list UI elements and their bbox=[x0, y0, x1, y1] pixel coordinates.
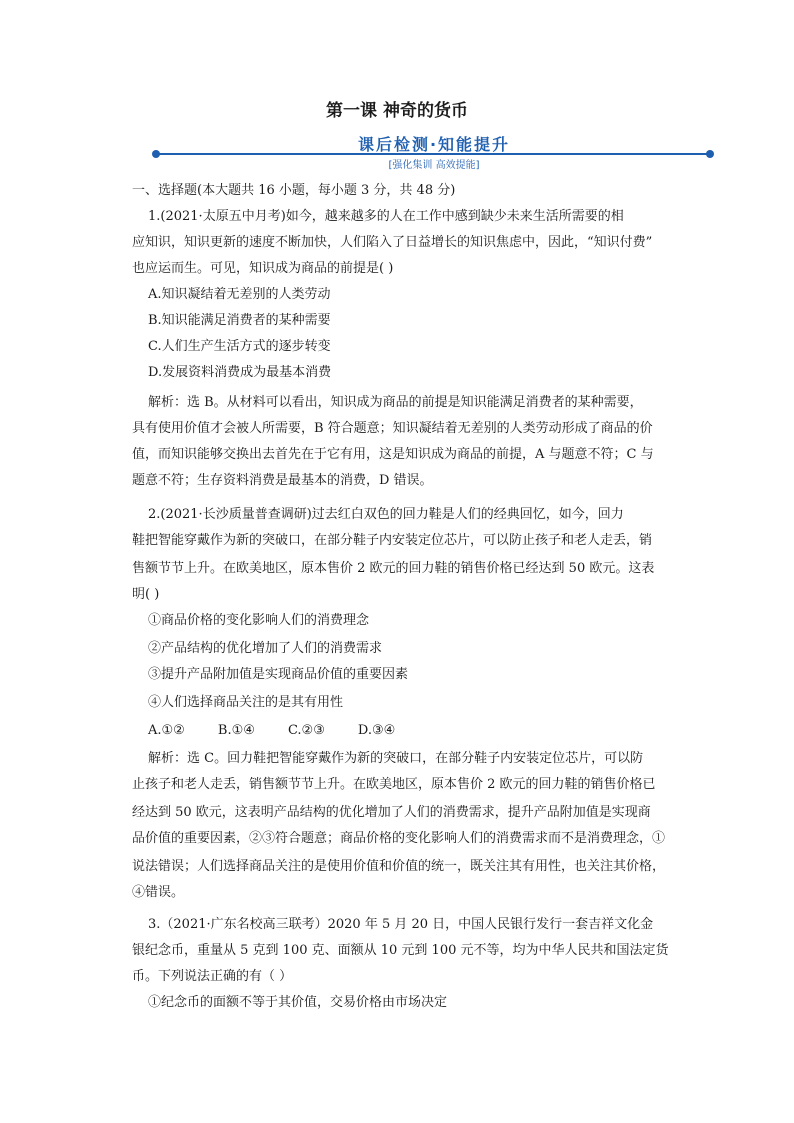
q2-analysis-4: 品价值的重要因素，②③符合题意；商品价格的变化影响人们的消费需求而不是消费理念，① bbox=[132, 831, 666, 846]
q1-option-b: B.知识能满足消费者的某种需要 bbox=[148, 313, 331, 328]
banner-dot-left-icon bbox=[152, 150, 160, 158]
q2-statement-2: ②产品结构的优化增加了人们的消费需求 bbox=[148, 641, 383, 656]
q3-statement-1: ①纪念币的面额不等于其价值，交易价格由市场决定 bbox=[148, 995, 448, 1010]
q1-line-3: 也应运而生。可见，知识成为商品的前提是( ) bbox=[132, 261, 394, 276]
q1-line-1: 1.(2021·太原五中月考)如今，越来越多的人在工作中感到缺少未来生活所需要的相 bbox=[148, 209, 624, 224]
q1-option-c: C.人们生产生活方式的逐步转变 bbox=[148, 339, 331, 354]
banner-subtitle: [强化集训 高效提能] bbox=[388, 160, 480, 171]
section-banner bbox=[154, 132, 714, 172]
q2-analysis-3: 经达到 50 欧元，这表明产品结构的优化增加了人们的消费需求，提升产品附加值是实现商 bbox=[132, 805, 651, 820]
q2-analysis-1: 解析：选 C。回力鞋把智能穿戴作为新的突破口，在部分鞋子内安装定位芯片，可以防 bbox=[148, 751, 644, 766]
q1-option-a: A.知识凝结着无差别的人类劳动 bbox=[148, 287, 331, 302]
q3-line-3: 币。下列说法正确的有（ ） bbox=[132, 969, 293, 984]
q2-analysis-5: 说法错误；人们选择商品关注的是使用价值和价值的统一，既关注其有用性，也关注其价格， bbox=[132, 859, 666, 874]
q2-line-2: 鞋把智能穿戴作为新的突破口，在部分鞋子内安装定位芯片，可以防止孩子和老人走丢，销 bbox=[132, 533, 653, 548]
q2-analysis-6: ④错误。 bbox=[132, 885, 185, 900]
q2-statement-1: ①商品价格的变化影响人们的消费理念 bbox=[148, 613, 370, 628]
q2-line-4: 明( ) bbox=[132, 587, 160, 602]
q3-line-1: 3.（2021·广东名校高三联考）2020 年 5 月 20 日，中国人民银行发行一套吉祥文化金 bbox=[148, 917, 654, 932]
page-title: 第一课 神奇的货币 bbox=[326, 101, 468, 121]
q2-statement-4: ④人们选择商品关注的是其有用性 bbox=[148, 695, 344, 710]
q1-line-2: 应知识，知识更新的速度不断加快，人们陷入了日益增长的知识焦虑中，因此，“知识付费” bbox=[132, 235, 653, 250]
section-heading: 一、选择题(本大题共 16 小题，每小题 3 分，共 48 分) bbox=[132, 183, 456, 198]
q1-analysis-3: 值，而知识能够交换出去首先在于它有用，这是知识成为商品的前提，A 与题意不符；C 与 bbox=[132, 447, 654, 462]
q1-analysis-4: 题意不符；生存资料消费是最基本的消费，D 错误。 bbox=[132, 473, 433, 488]
q2-line-1: 2.(2021·长沙质量普查调研)过去红白双色的回力鞋是人们的经典回忆，如今，回力 bbox=[148, 507, 624, 522]
banner-title: 课后检测·知能提升 bbox=[357, 135, 511, 154]
q2-line-3: 售额节节上升。在欧美地区，原本售价 2 欧元的回力鞋的销售价格已经达到 50 欧元。这表 bbox=[132, 561, 655, 576]
q2-choices: A.①② B.①④ C.②③ D.③④ bbox=[148, 723, 396, 738]
q2-statement-3: ③提升产品附加值是实现商品价值的重要因素 bbox=[148, 667, 409, 682]
q3-line-2: 银纪念币，重量从 5 克到 100 克、面额从 10 元到 100 元不等，均为中华人民共和国法定货 bbox=[132, 943, 669, 958]
q1-analysis-1: 解析：选 B。从材料可以看出，知识成为商品的前提是知识能满足消费者的某种需要， bbox=[148, 395, 643, 410]
q1-option-d: D.发展资料消费成为最基本消费 bbox=[148, 365, 332, 380]
q1-analysis-2: 具有使用价值才会被人所需要，B 符合题意；知识凝结着无差别的人类劳动形成了商品的价 bbox=[132, 421, 653, 436]
banner-dot-right-icon bbox=[706, 150, 714, 158]
q2-analysis-2: 止孩子和老人走丢，销售额节节上升。在欧美地区，原本售价 2 欧元的回力鞋的销售价格已 bbox=[132, 777, 656, 792]
